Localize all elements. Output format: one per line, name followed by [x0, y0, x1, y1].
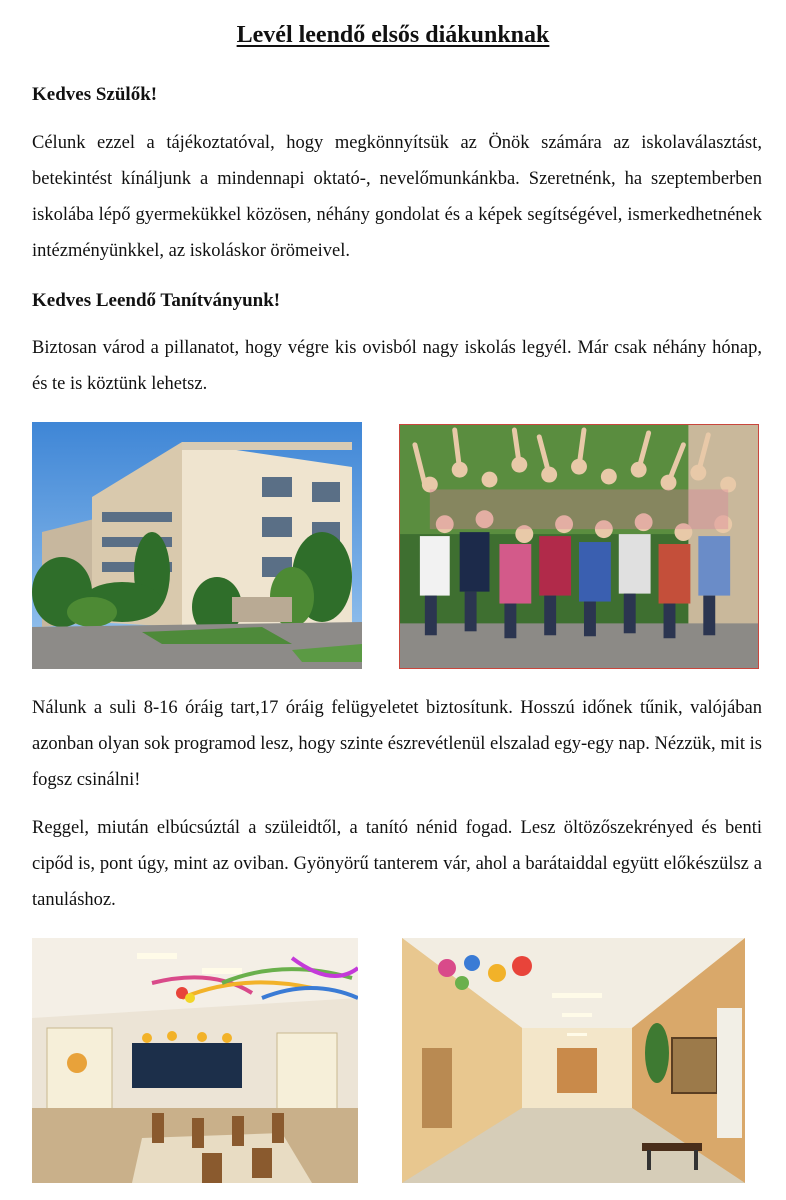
paragraph-morning: Reggel, miután elbúcsúztál a szüleidtől, a tanító nénid fogad. Lesz öltözőszekrényed és benti cipőd is, pont úgy, mint az oviban. Gyönyörű tanterem vár, ahol a barátaiddal együtt előkészülsz a tanuláshoz.	[32, 818, 762, 910]
children-group-photo	[399, 424, 759, 669]
paragraph-parents: Célunk ezzel a tájékoztatóval, hogy megkönnyítsük az Önök számára az iskolaválasztást, betekintést kínáljunk a mindennapi oktató-, nevelőmunkánkba. Szeretnénk, ha szeptemberben iskolába lépő gyermekükkel közösen, néhány gondolat és a képek segítségével, ismerkedhetnének intézményünkkel, az iskoláskor örömeivel.	[32, 133, 762, 261]
paragraph-student: Biztosan várod a pillanatot, hogy végre kis ovisból nagy iskolás legyél. Már csak néhány hónap, és te is köztünk lehetsz.	[32, 338, 762, 394]
hallway-photo	[402, 938, 745, 1183]
greeting-student: Kedves Leendő Tanítványunk!	[32, 290, 281, 311]
paragraph-schedule: Nálunk a suli 8-16 óráig tart,17 óráig felügyeletet biztosítunk. Hosszú időnek tűnik, valójában azonban olyan sok programod lesz, hogy szinte észrevétlenül elszalad egy-egy nap. Nézzük, mit is fogsz csinálni!	[32, 698, 762, 790]
classroom-photo	[32, 938, 358, 1183]
greeting-parents: Kedves Szülők!	[32, 84, 158, 105]
page-title: Levél leendő elsős diákunknak	[236, 22, 550, 48]
school-building-photo	[32, 422, 362, 669]
